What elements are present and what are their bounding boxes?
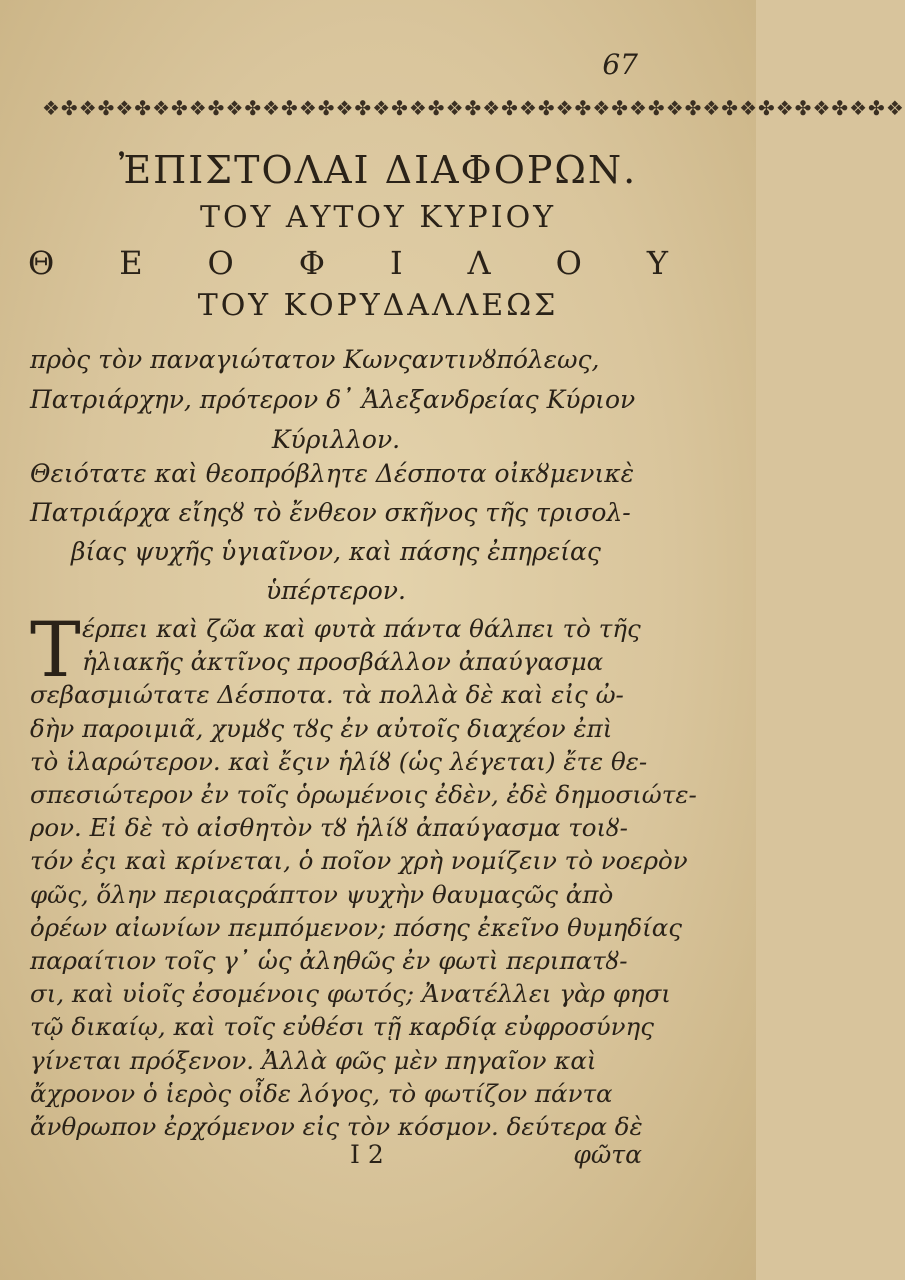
title-letter: Ι [389, 244, 403, 282]
title-letter: Ο [207, 244, 234, 282]
body-line: δὴν παροιμιᾶ, χυμȣς τȣς ἐν αὐτοῖς διαχέον ἐπὶ [30, 713, 613, 743]
body-line: έρπει καὶ ζῶα καὶ φυτὰ πάντα θάλπει τὸ τῆς [82, 614, 641, 643]
body-line: γίνεται πρόξενον. Ἀλλὰ φῶς μὲν πηγαῖον καὶ [30, 1045, 597, 1075]
address-block [30, 340, 642, 460]
title-line-3 [28, 244, 668, 282]
body-line: ὀρέων αἰωνίων πεμπόμενον; πόσης ἐκεῖνο θυμηδίας [30, 912, 682, 942]
drop-cap: Τ [30, 605, 81, 694]
body-line: παραίτιον τοῖς γ᾽ ὡς ἀληθῶς ἐν φωτὶ περιπατȣ- [30, 946, 628, 976]
address-line: πρὸς τὸν παναγιώτατον Κωνςαντινȣπόλεως, [30, 345, 600, 374]
signature-mark: I 2 [350, 1140, 384, 1169]
page-number: 67 [602, 48, 638, 81]
body-line: ἄχρονον ὁ ἱερὸς οἶδε λόγος, τὸ φωτίζον πάντα [30, 1078, 613, 1108]
body-line: σεβασμιώτατε Δέσποτα. τὰ πολλὰ δὲ καὶ εἰς ὠ- [30, 680, 624, 710]
body-line: σπεσιώτερον ἐν τοῖς ὁρωμένοις ἐδὲν, ἐδὲ δημοσιώτε- [30, 780, 697, 810]
title-letter: Ο [555, 244, 582, 282]
title-line-2: ΤΟΥ ΑΥΤΟΥ ΚΥΡΙΟΥ [199, 200, 556, 235]
salutation-block [30, 454, 642, 610]
title-line-1: ἘΠΙΣΤΟΛΑΙ ΔΙΑΦΟΡΩΝ. [118, 148, 638, 192]
body-line: τόν ἐςι καὶ κρίνεται, ὁ ποῖον χρὴ νομίζειν τὸ νοερὸν [30, 846, 688, 876]
body-line: τὸ ἱλαρώτερον. καὶ ἔςιν ἡλίȣ (ὡς λέγεται) ἔτε θε- [30, 746, 648, 776]
catchword: φῶτα [573, 1140, 642, 1169]
footer-row [30, 1140, 642, 1174]
salutation-line: ὑπέρτερον. [266, 576, 406, 605]
body-line: σι, καὶ υἱοῖς ἐσομένοις φωτός; Ἀνατέλλει γὰρ φησι [30, 979, 671, 1009]
address-line: Πατριάρχην, πρότερον δ᾽ Ἀλεξανδρείας Κύριον [30, 385, 636, 414]
body-text [30, 605, 697, 1143]
title-letter: Θ [28, 244, 55, 282]
title-letter: Φ [298, 244, 325, 282]
salutation-line: Πατριάρχα εἴηςȣ τὸ ἔνθεον σκῆνος τῆς τρισολ- [30, 498, 631, 527]
title-letter: Λ [467, 244, 491, 282]
body-line: τῷ δικαίῳ, καὶ τοῖς εὐθέσι τῇ καρδίᾳ εὐφροσύνης [30, 1012, 654, 1042]
ornamental-border: ❖✤❖✤❖✤❖✤❖✤❖✤❖✤❖✤❖✤❖✤❖✤❖✤❖✤❖✤❖✤❖✤❖✤❖✤❖✤❖✤❖✤❖✤❖✤❖ [42, 96, 905, 120]
body-line: φῶς, ὅλην περιαςράπτον ψυχὴν θαυμαςῶς ἀπὸ [30, 879, 614, 909]
title-line-4: ΤΟΥ ΚΟΡΥΔΑΛΛΕΩΣ [197, 288, 559, 323]
body-line: ρον. Εἰ δὲ τὸ αἰσθητὸν τȣ ἡλίȣ ἀπαύγασμα τοιȣ- [30, 813, 628, 843]
title-letter: Ε [119, 244, 143, 282]
address-line: Κύριλλον. [271, 425, 401, 454]
salutation-line: βίας ψυχῆς ὑγιαῖνον, καὶ πάσης ἐπηρείας [71, 537, 601, 566]
body-line: ἄνθρωπον ἐρχόμενον εἰς τὸν κόσμον. δεύτερα δὲ [30, 1112, 643, 1142]
title-letter: Υ [646, 244, 668, 282]
body-line: ἡλιακῆς ἀκτῖνος προσβάλλον ἀπαύγασμα [82, 647, 604, 677]
salutation-line: Θειότατε καὶ θεοπρόβλητε Δέσποτα οἰκȣμενικὲ [30, 459, 635, 488]
